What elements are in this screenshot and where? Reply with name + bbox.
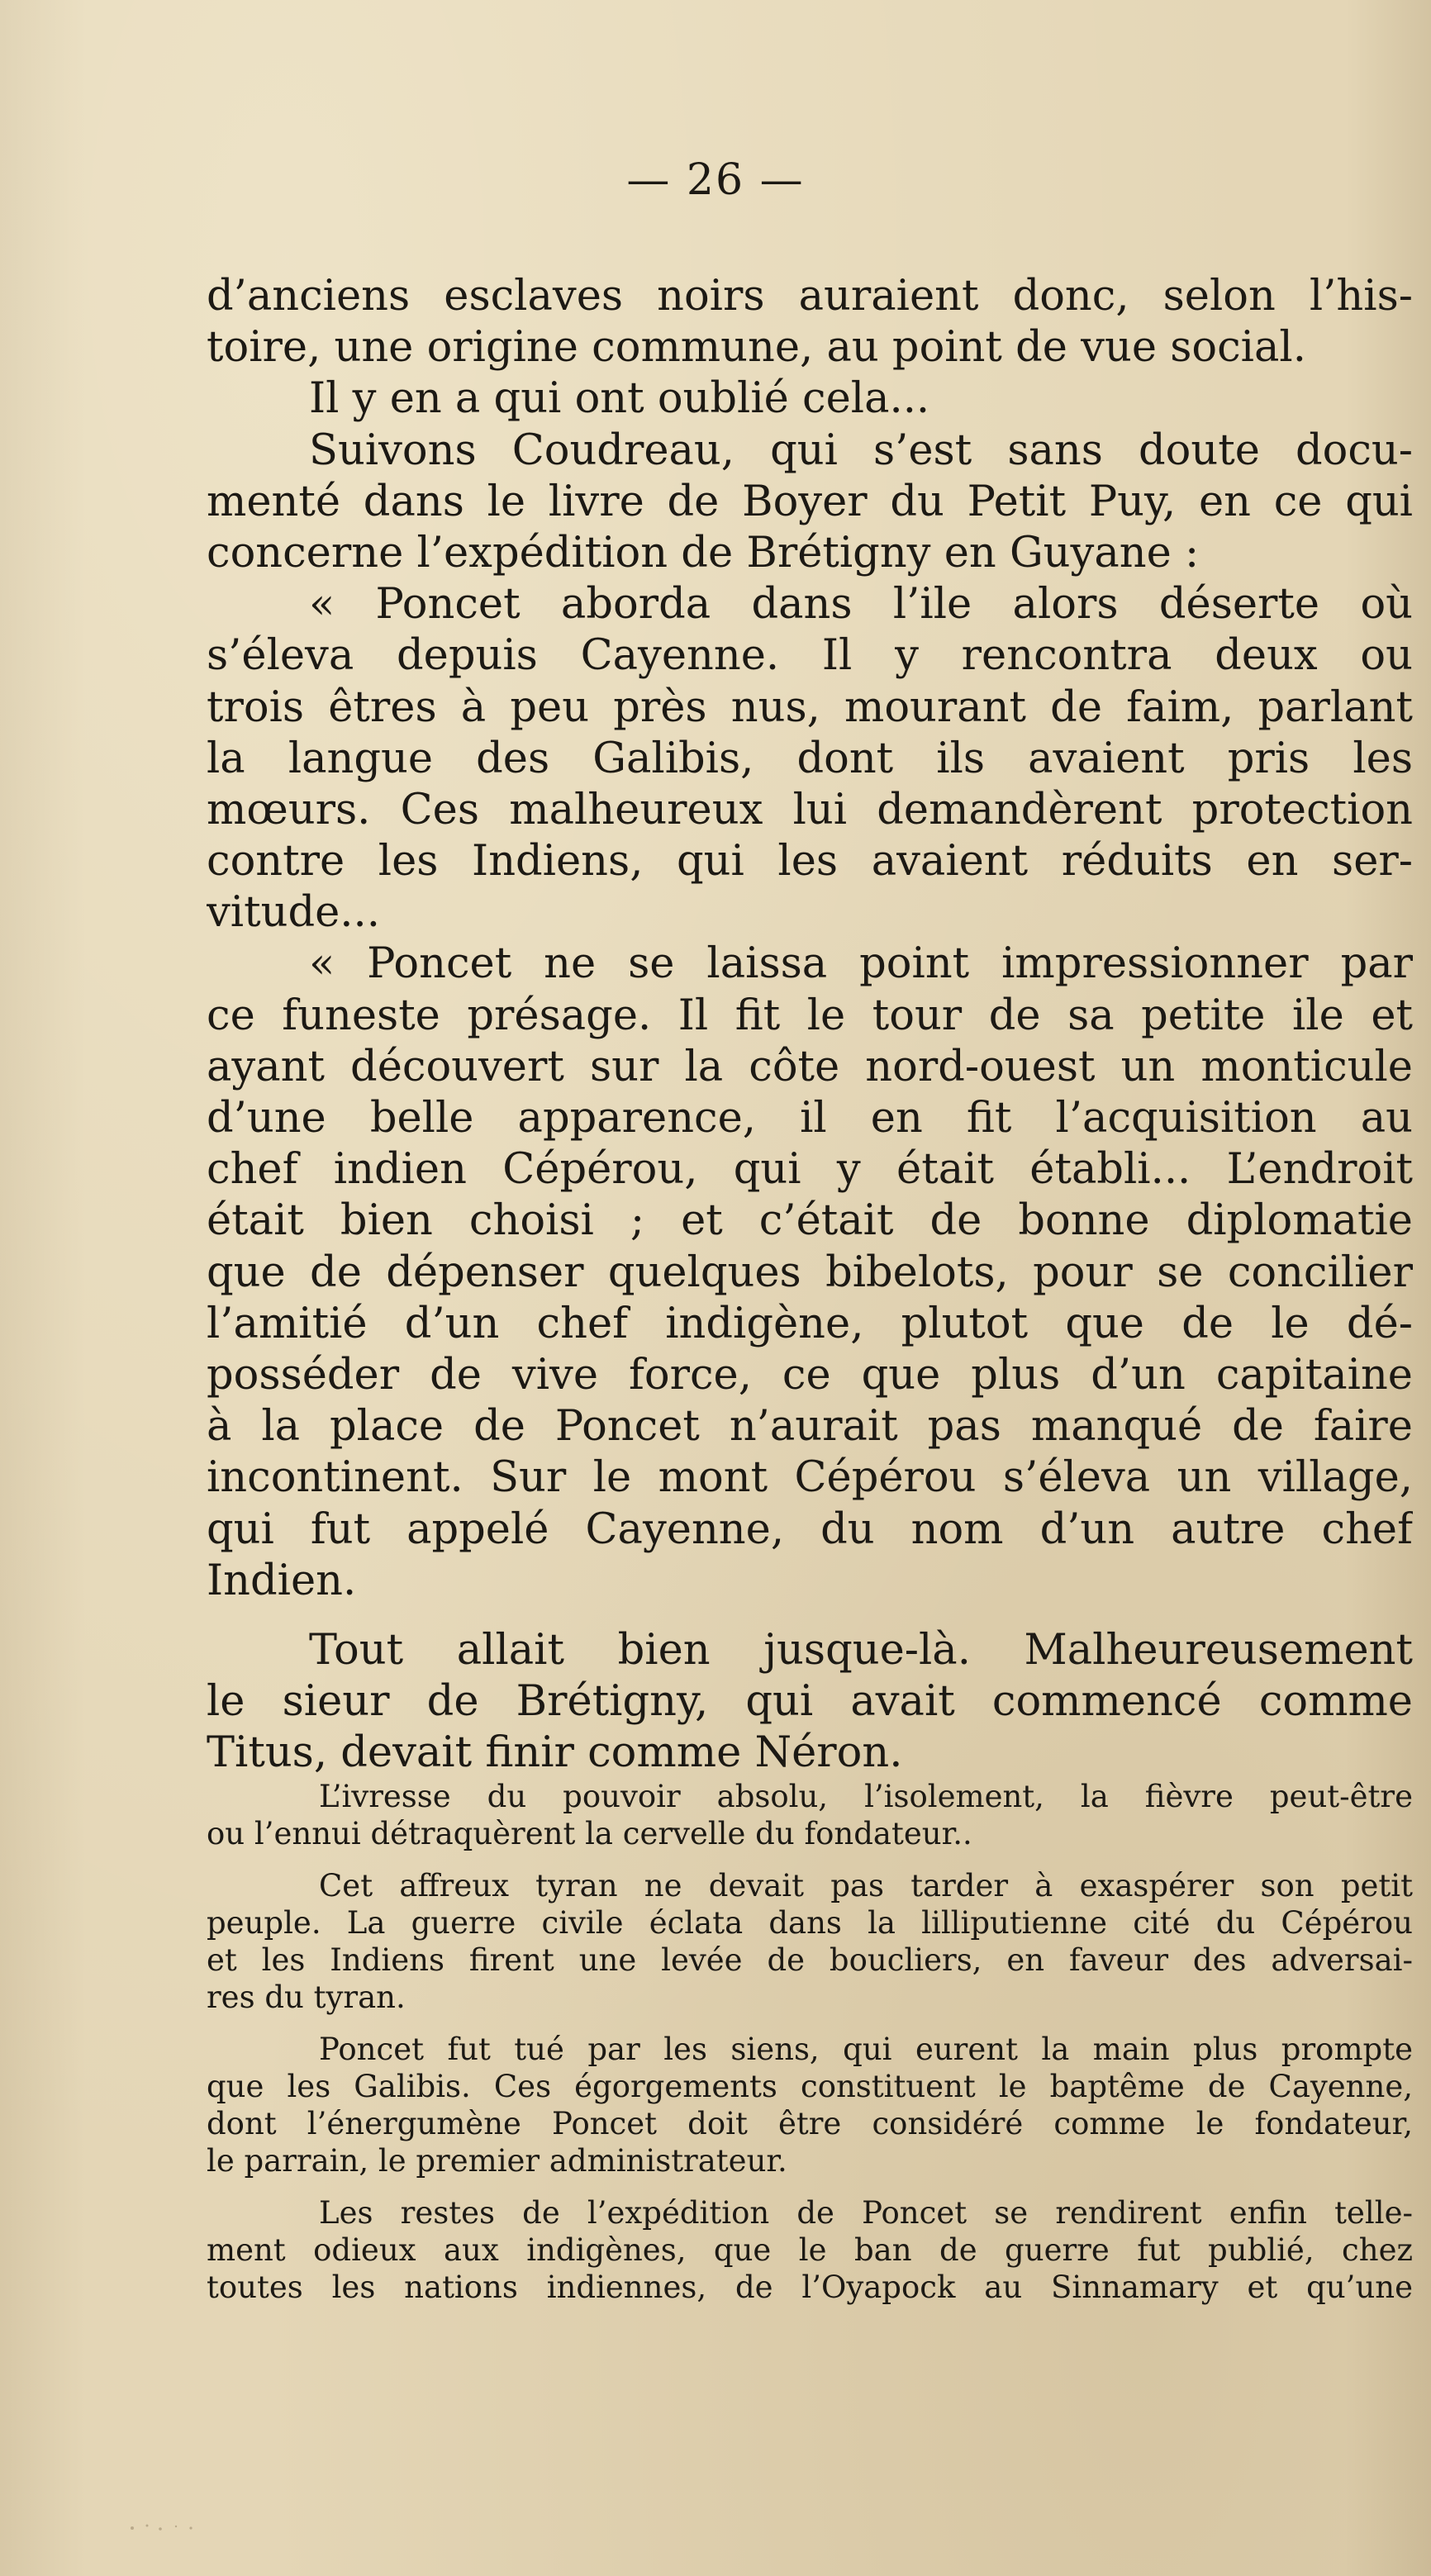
text-line: incontinent. Sur le mont Cépérou s’éleva un village,	[207, 1453, 1413, 1503]
text-line: « Poncet ne se laissa point impressionner par	[309, 939, 1413, 989]
text-line: chef indien Cépérou, qui y était établi... L’endroit	[207, 1145, 1413, 1195]
text-line: que de dépenser quelques bibelots, pour se concilier	[207, 1248, 1413, 1297]
text-line: Tout allait bien jusque-là. Malheureusement	[309, 1625, 1413, 1675]
note-line: ment odieux aux indigènes, que le ban de guerre fut publié, chez	[207, 2232, 1413, 2268]
text-line: mœurs. Ces malheureux lui demandèrent protection	[207, 785, 1413, 834]
note-line: ou l’ennui détraquèrent la cervelle du fondateur..	[207, 1816, 972, 1851]
note-line: peuple. La guerre civile éclata dans la lilliputienne cité du Cépérou	[207, 1905, 1413, 1941]
text-line: s’éleva depuis Cayenne. Il y rencontra deux ou	[207, 631, 1413, 681]
text-line: l’amitié d’un chef indigène, plutot que de le dé-	[207, 1299, 1413, 1348]
note-line: Cet affreux tyran ne devait pas tarder à exaspérer son petit	[319, 1868, 1413, 1903]
text-line: ayant découvert sur la côte nord-ouest un monticule	[207, 1042, 1413, 1091]
text-line: Indien.	[207, 1556, 357, 1605]
text-line: posséder de vive force, ce que plus d’un capitaine	[207, 1350, 1413, 1400]
text-line: Il y en a qui ont oublié cela...	[309, 374, 930, 424]
note-line: le parrain, le premier administrateur.	[207, 2143, 787, 2179]
text-line: trois êtres à peu près nus, mourant de faim, parlant	[207, 682, 1413, 732]
main-text	[207, 271, 1413, 1779]
note-line: res du tyran.	[207, 1980, 406, 2015]
text-line: qui fut appelé Cayenne, du nom d’un autre chef	[207, 1504, 1413, 1554]
paragraph-gap	[207, 2016, 1413, 2031]
note-line: dont l’énergumène Poncet doit être considéré comme le fondateur,	[207, 2106, 1413, 2141]
text-line: la langue des Galibis, dont ils avaient pris les	[207, 734, 1413, 783]
text-line: était bien choisi ; et c’était de bonne diplomatie	[207, 1196, 1413, 1246]
text-line: Suivons Coudreau, qui s’est sans doute docu-	[309, 425, 1413, 475]
text-line: d’une belle apparence, il en fit l’acquisition au	[207, 1094, 1413, 1143]
page-number: — 26 —	[626, 155, 805, 205]
page-smudge	[124, 2518, 223, 2535]
note-line: Poncet fut tué par les siens, qui eurent la main plus prompte	[319, 2032, 1413, 2067]
note-line: toutes les nations indiennes, de l’Oyapock au Sinnamary et qu’une	[207, 2269, 1413, 2305]
text-line: « Poncet aborda dans l’ile alors déserte où	[309, 580, 1413, 630]
text-line: contre les Indiens, qui les avaient réduits en ser-	[207, 837, 1413, 886]
text-line: toire, une origine commune, au point de vue social.	[207, 323, 1306, 373]
note-line: L’ivresse du pouvoir absolu, l’isolement, la fièvre peut-être	[319, 1779, 1413, 1814]
text-line: ce funeste présage. Il fit le tour de sa petite ile et	[207, 991, 1413, 1040]
notes-text	[207, 1778, 1413, 2306]
note-line: que les Galibis. Ces égorgements constituent le baptême de Cayenne,	[207, 2069, 1413, 2104]
note-line: Les restes de l’expédition de Poncet se rendirent enfin telle-	[319, 2195, 1413, 2231]
text-line: menté dans le livre de Boyer du Petit Puy, en ce qui	[207, 477, 1413, 526]
paragraph-gap	[207, 1852, 1413, 1867]
text-line: le sieur de Brétigny, qui avait commencé comme	[207, 1677, 1413, 1727]
text-line: vitude...	[207, 888, 380, 938]
text-line: d’anciens esclaves noirs auraient donc, selon l’his-	[207, 272, 1413, 321]
paragraph-gap	[207, 2179, 1413, 2194]
note-line: et les Indiens firent une levée de boucliers, en faveur des adversai-	[207, 1942, 1413, 1978]
paragraph-gap	[207, 1607, 1413, 1625]
text-line: concerne l’expédition de Brétigny en Guyane :	[207, 528, 1200, 577]
text-line: Titus, devait finir comme Néron.	[207, 1728, 903, 1778]
text-line: à la place de Poncet n’aurait pas manqué de faire	[207, 1402, 1413, 1452]
